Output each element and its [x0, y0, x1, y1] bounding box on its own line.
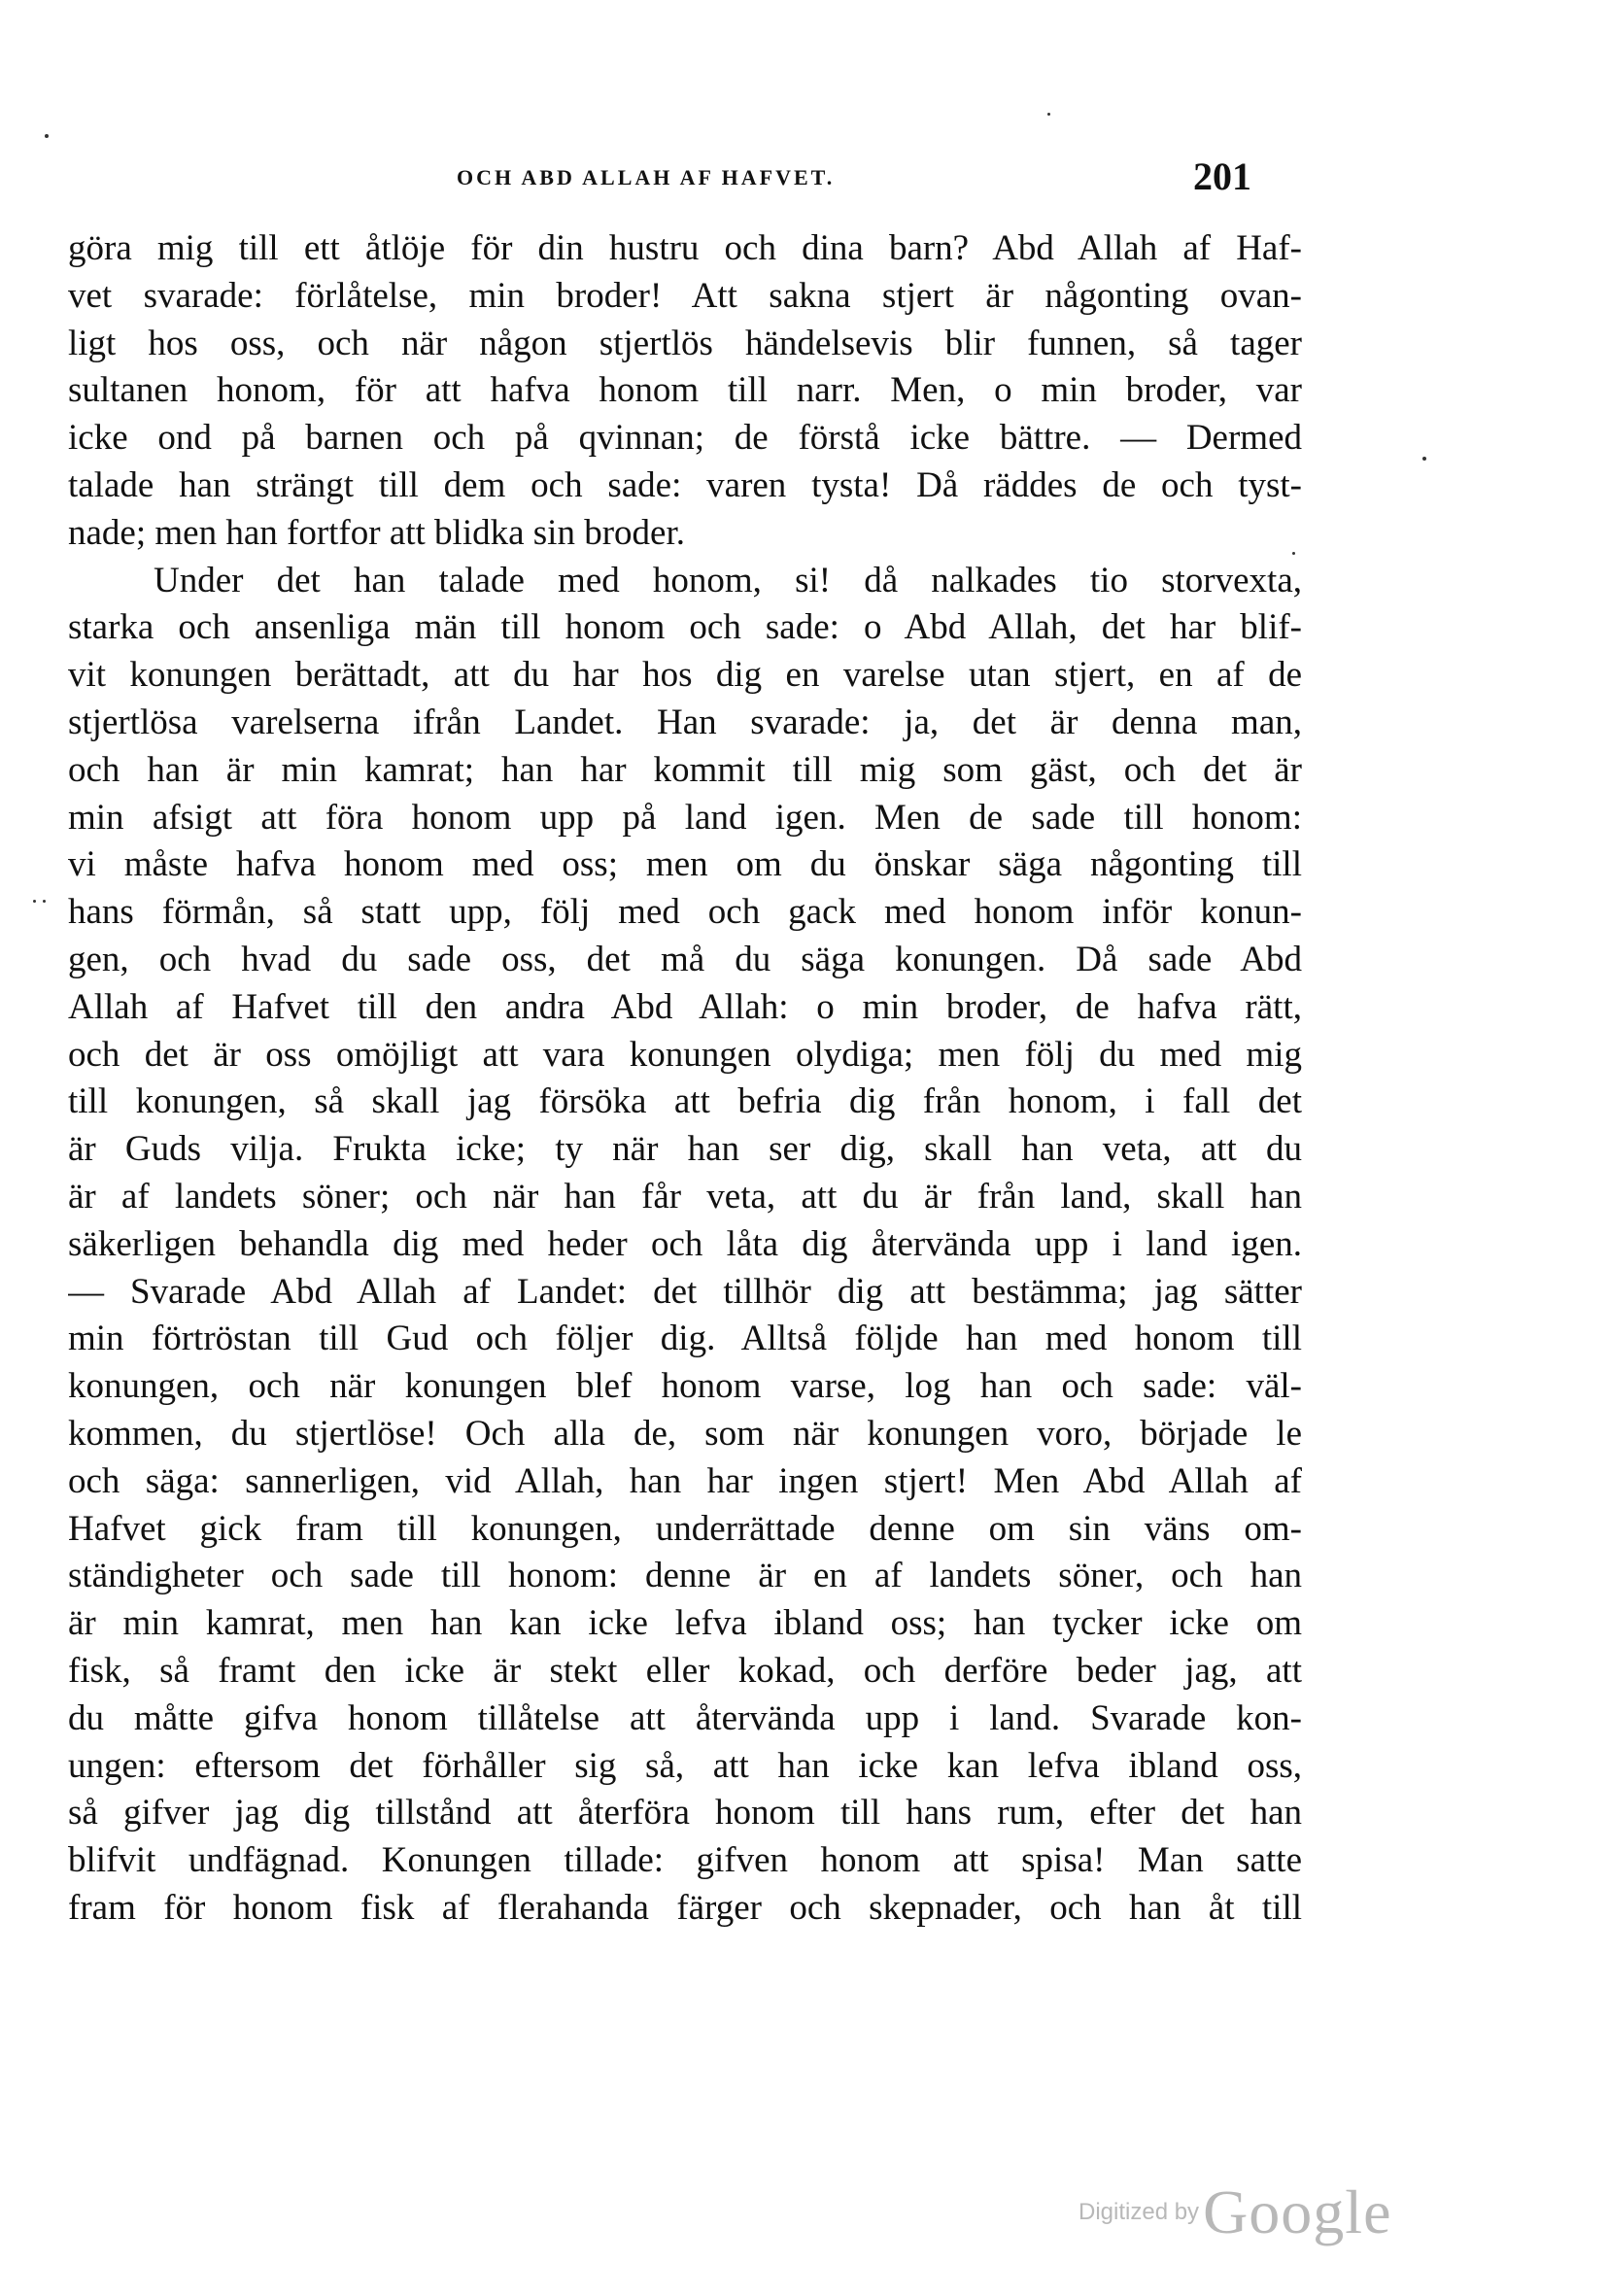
text-line: talade han strängt till dem och sade: varen tysta! Då räddes de och tyst- — [68, 464, 1302, 505]
text-line: är min kamrat, men han kan icke lefva ibland oss; han tycker icke om — [68, 1603, 1302, 1644]
text-line: säkerligen behandla dig med heder och låta dig återvända upp i land igen. — [68, 1223, 1302, 1264]
text-line: nade; men han fortfor att blidka sin broder. — [68, 512, 685, 553]
scan-speck — [1292, 552, 1295, 555]
text-line: är af landets söner; och när han får veta, att du är från land, skall han — [68, 1176, 1302, 1217]
body-text — [68, 225, 1302, 1933]
text-line: kommen, du stjertlöse! Och alla de, som när konungen voro, började le — [68, 1413, 1302, 1454]
text-line: min afsigt att föra honom upp på land igen. Men de sade till honom: — [68, 797, 1302, 838]
text-line: ungen: eftersom det förhåller sig så, att han icke kan lefva ibland oss, — [68, 1745, 1302, 1786]
text-line: vet svarade: förlåtelse, min broder! Att sakna stjert är någonting ovan- — [68, 275, 1302, 316]
text-line: och det är oss omöjligt att vara konungen olydiga; men följ du med mig — [68, 1034, 1302, 1075]
text-line: icke ond på barnen och på qvinnan; de förstå icke bättre. — Dermed — [68, 418, 1302, 459]
text-line: blifvit undfägnad. Konungen tillade: gifven honom att spisa! Man satte — [68, 1840, 1302, 1881]
text-line: fram för honom fisk af flerahanda färger och skepnader, och han åt till — [68, 1887, 1302, 1928]
running-title: OCH ABD ALLAH AF HAFVET. — [457, 165, 836, 189]
text-line: starka och ansenliga män till honom och sade: o Abd Allah, det har blif- — [68, 607, 1302, 648]
text-line: vi måste hafva honom med oss; men om du önskar säga någonting till — [68, 844, 1302, 885]
text-line: vit konungen berättadt, att du har hos dig en varelse utan stjert, en af de — [68, 655, 1302, 696]
text-line: gen, och hvad du sade oss, det må du säga konungen. Då sade Abd — [68, 939, 1302, 979]
text-line: konungen, och när konungen blef honom varse, log han och sade: väl- — [68, 1366, 1302, 1407]
text-line: till konungen, så skall jag försöka att befria dig från honom, i fall det — [68, 1081, 1302, 1122]
text-line: Allah af Hafvet till den andra Abd Allah: o min broder, de hafva rätt, — [68, 986, 1302, 1027]
scan-speck — [45, 134, 49, 138]
watermark-prefix: Digitized by — [1078, 2199, 1200, 2225]
text-line: du måtte gifva honom tillåtelse att återvända upp i land. Svarade kon- — [68, 1697, 1302, 1738]
text-line: och säga: sannerligen, vid Allah, han har ingen stjert! Men Abd Allah af — [68, 1460, 1302, 1501]
text-line: hans förmån, så statt upp, följ med och gack med honom inför konun- — [68, 892, 1302, 933]
text-line: sultanen honom, för att hafva honom till narr. Men, o min broder, var — [68, 370, 1302, 411]
paragraph-start-line: Under det han talade med honom, si! då nalkades tio storvexta, — [154, 560, 1302, 600]
scan-speck — [33, 900, 36, 903]
google-logo: Google — [1203, 2177, 1392, 2246]
text-line: — Svarade Abd Allah af Landet: det tillhör dig att bestämma; jag sätter — [68, 1271, 1302, 1312]
text-line: min förtröstan till Gud och följer dig. Alltså följde han med honom till — [68, 1319, 1302, 1359]
text-line: är Guds vilja. Frukta icke; ty när han ser dig, skall han veta, att du — [68, 1129, 1302, 1170]
digitized-by-watermark — [1078, 2176, 1391, 2248]
text-line: fisk, så framt den icke är stekt eller kokad, och derföre beder jag, att — [68, 1650, 1302, 1691]
text-line: och han är min kamrat; han har kommit till mig som gäst, och det är — [68, 749, 1302, 790]
scan-speck — [1047, 113, 1050, 116]
text-line: Hafvet gick fram till konungen, underrättade denne om sin väns om- — [68, 1508, 1302, 1549]
scan-speck — [43, 900, 46, 903]
page-number: 201 — [1193, 154, 1251, 198]
text-line: stjertlösa varelserna ifrån Landet. Han svarade: ja, det är denna man, — [68, 702, 1302, 742]
text-line: göra mig till ett åtlöje för din hustru och dina barn? Abd Allah af Haf- — [68, 228, 1302, 268]
text-line: ständigheter och sade till honom: denne är en af landets söner, och han — [68, 1556, 1302, 1596]
text-line: så gifver jag dig tillstånd att återföra honom till hans rum, efter det han — [68, 1793, 1302, 1833]
text-line: ligt hos oss, och när någon stjertlös händelsevis blir funnen, så tager — [68, 323, 1302, 363]
scan-speck — [1422, 457, 1426, 461]
